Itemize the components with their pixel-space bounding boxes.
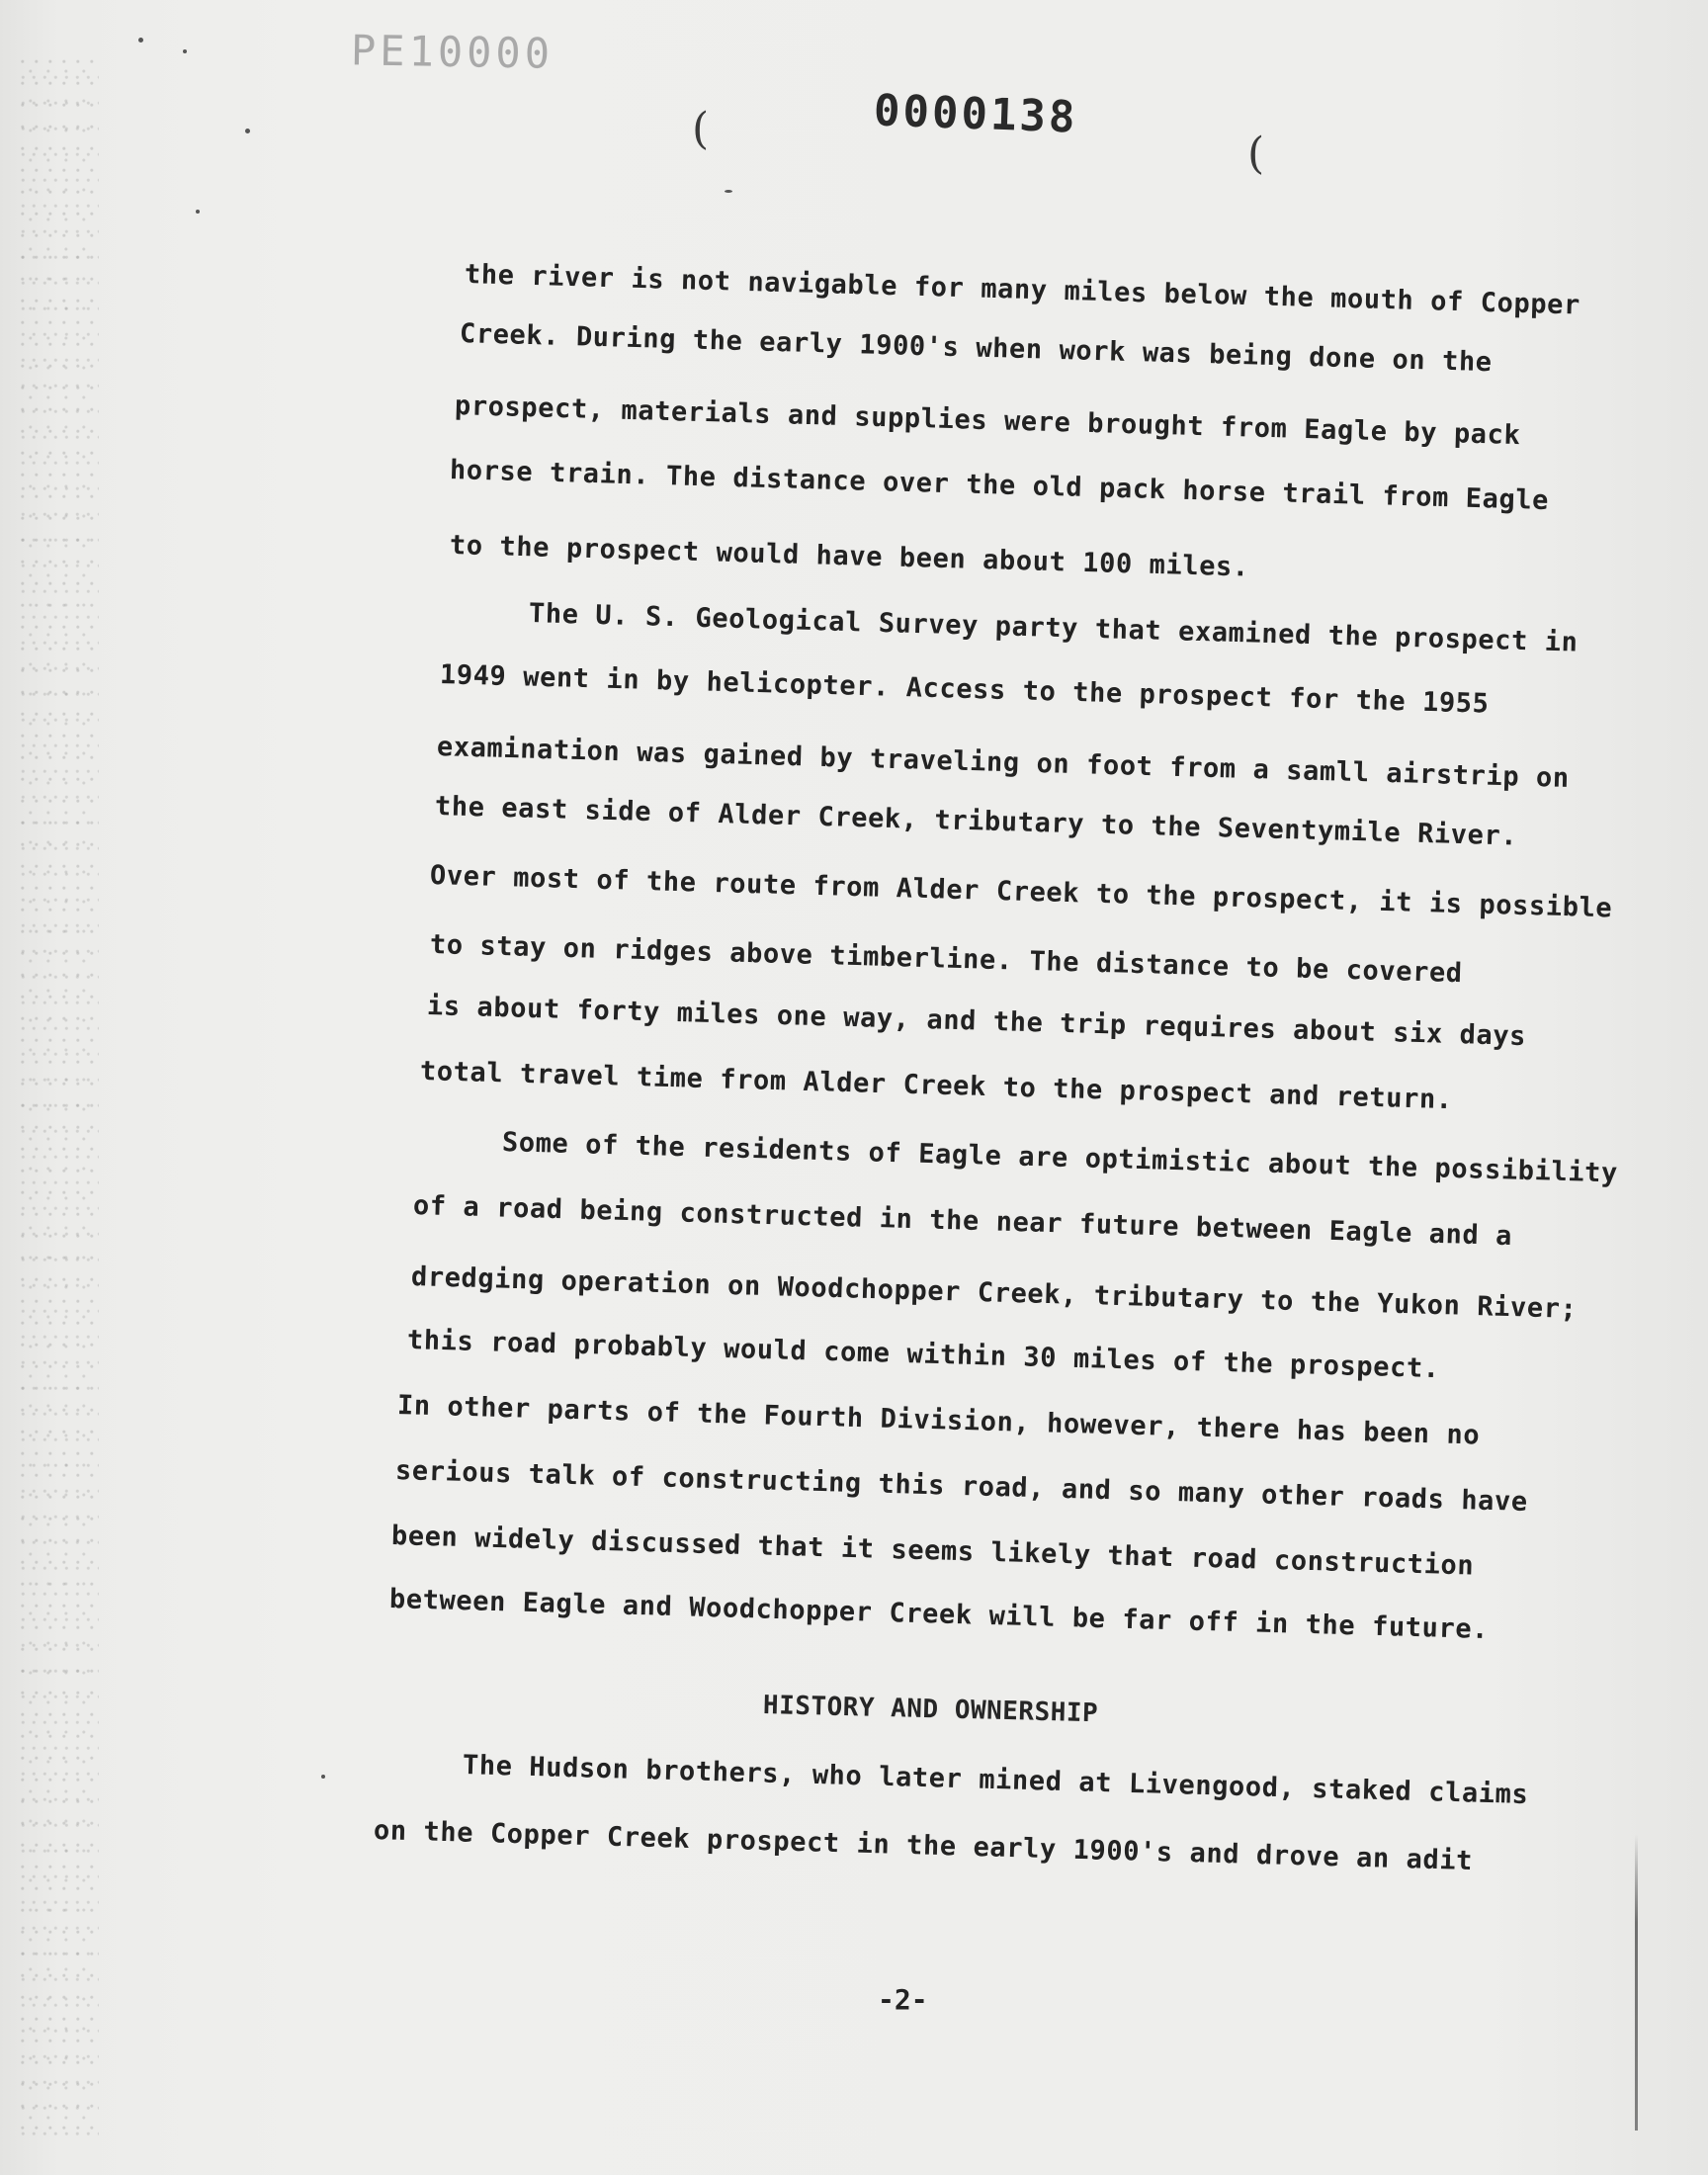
scan-speck: [183, 49, 187, 53]
text-line: between Eagle and Woodchopper Creek will be far off in the future.: [388, 1584, 1490, 1646]
text-line: this road probably would come within 30 miles of the prospect.: [406, 1325, 1441, 1385]
text-line: prospect, materials and supplies were brought from Eagle by pack: [454, 391, 1521, 452]
text-line: to the prospect would have been about 100 miles.: [449, 530, 1250, 583]
text-line: 1949 went in by helicopter. Access to the prospect for the 1955: [439, 659, 1490, 720]
text-line: Some of the residents of Eagle are optimistic about the possibility: [501, 1127, 1619, 1189]
text-line: to stay on ridges above timberline. The distance to be covered: [429, 929, 1464, 990]
text-line: the river is not navigable for many miles below the mouth of Copper: [464, 259, 1581, 321]
text-line: dredging operation on Woodchopper Creek, tributary to the Yukon River;: [410, 1262, 1578, 1325]
mirrored-stamp-number: PE10000: [350, 26, 555, 78]
text-line: on the Copper Creek prospect in the early 1900's and drove an adit: [373, 1815, 1474, 1877]
margin-pencil-mark: [1635, 1834, 1638, 2131]
text-line: total travel time from Alder Creek to the prospect and return.: [419, 1056, 1454, 1116]
text-line: been widely discussed that it seems likely that road construction: [390, 1521, 1475, 1582]
right-bracket-mark: (: [1247, 129, 1265, 179]
text-line: of a road being constructed in the near future between Eagle and a: [412, 1190, 1513, 1253]
text-line: The Hudson brothers, who later mined at Livengood, staked claims: [462, 1750, 1529, 1811]
text-line: The U. S. Geological Survey party that examined the prospect in: [528, 598, 1579, 658]
text-line: the east side of Alder Creek, tributary to the Seventymile River.: [434, 791, 1518, 852]
text-line: horse train. The distance over the old pack horse trail from Eagle: [449, 455, 1550, 517]
document-stamp-number: 0000138: [873, 85, 1079, 143]
section-heading: HISTORY AND OWNERSHIP: [762, 1691, 1099, 1729]
text-line: serious talk of constructing this road, and so many other roads have: [394, 1455, 1529, 1518]
left-bracket-mark: (: [692, 104, 710, 154]
text-line: examination was gained by traveling on foot from a samll airstrip on: [436, 732, 1571, 794]
scan-speck: [196, 210, 200, 214]
scan-speck: [245, 129, 250, 133]
scan-speck: [725, 190, 732, 193]
text-line: Over most of the route from Alder Creek to the prospect, it is possible: [429, 860, 1613, 924]
text-line: is about forty miles one way, and the trip requires about six days: [426, 991, 1527, 1053]
page-number: -2-: [878, 1983, 928, 2016]
scan-speck: [321, 1775, 325, 1779]
text-line: In other parts of the Fourth Division, however, there has been no: [396, 1390, 1481, 1451]
scan-speck: [138, 38, 143, 43]
text-line: Creek. During the early 1900's when work was being done on the: [459, 318, 1494, 379]
